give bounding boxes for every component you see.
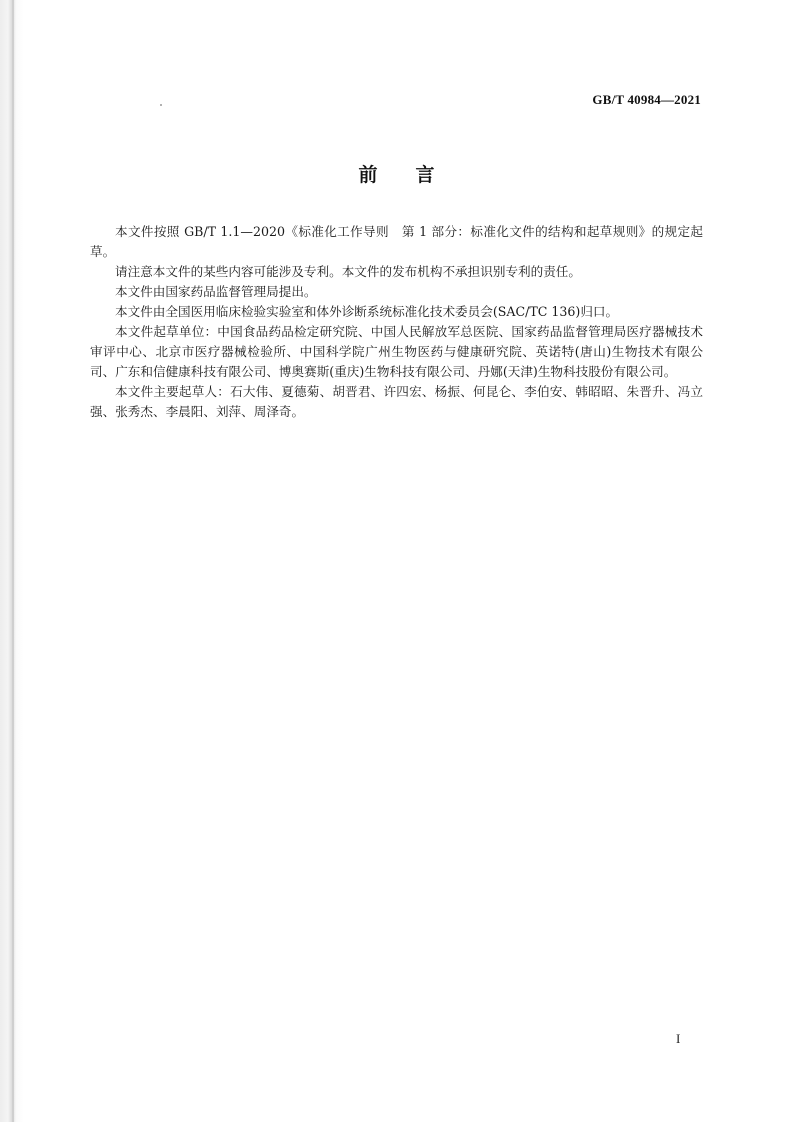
paragraph-drafters: 本文件主要起草人：石大伟、夏德菊、胡晋君、许四宏、杨振、何昆仑、李伯安、韩昭昭、朱晋升、冯立强、张秀杰、李晨阳、刘萍、周泽奇。 [90, 384, 703, 419]
paragraph-drafting-rules: 本文件按照 GB/T 1.1—2020《标准化工作导则 第 1 部分：标准化文件的结构和起草规则》的规定起草。 [90, 224, 703, 259]
foreword-body [90, 222, 703, 422]
page-number: I [676, 1031, 681, 1046]
page-title: 前言 [358, 164, 473, 186]
document-code: GB/T 40984—2021 [592, 92, 701, 107]
paragraph-proposer: 本文件由国家药品监督管理局提出。 [115, 284, 317, 299]
paragraph-committee: 本文件由全国医用临床检验实验室和体外诊断系统标准化技术委员会(SAC/TC 136)归口。 [115, 304, 619, 319]
paragraph-patent-notice: 请注意本文件的某些内容可能涉及专利。本文件的发布机构不承担识别专利的责任。 [115, 264, 581, 279]
paragraph-drafting-units: 本文件起草单位：中国食品药品检定研究院、中国人民解放军总医院、国家药品监督管理局医疗器械技术审评中心、北京市医疗器械检验所、中国科学院广州生物医药与健康研究院、英诺特(唐山)生物技术有限公司、广东和信健康科技有限公司、博奥赛斯(重庆)生物科技有限公司、丹娜(天津)生物科技股份有限公司。 [90, 324, 703, 379]
scan-speck [160, 104, 162, 106]
